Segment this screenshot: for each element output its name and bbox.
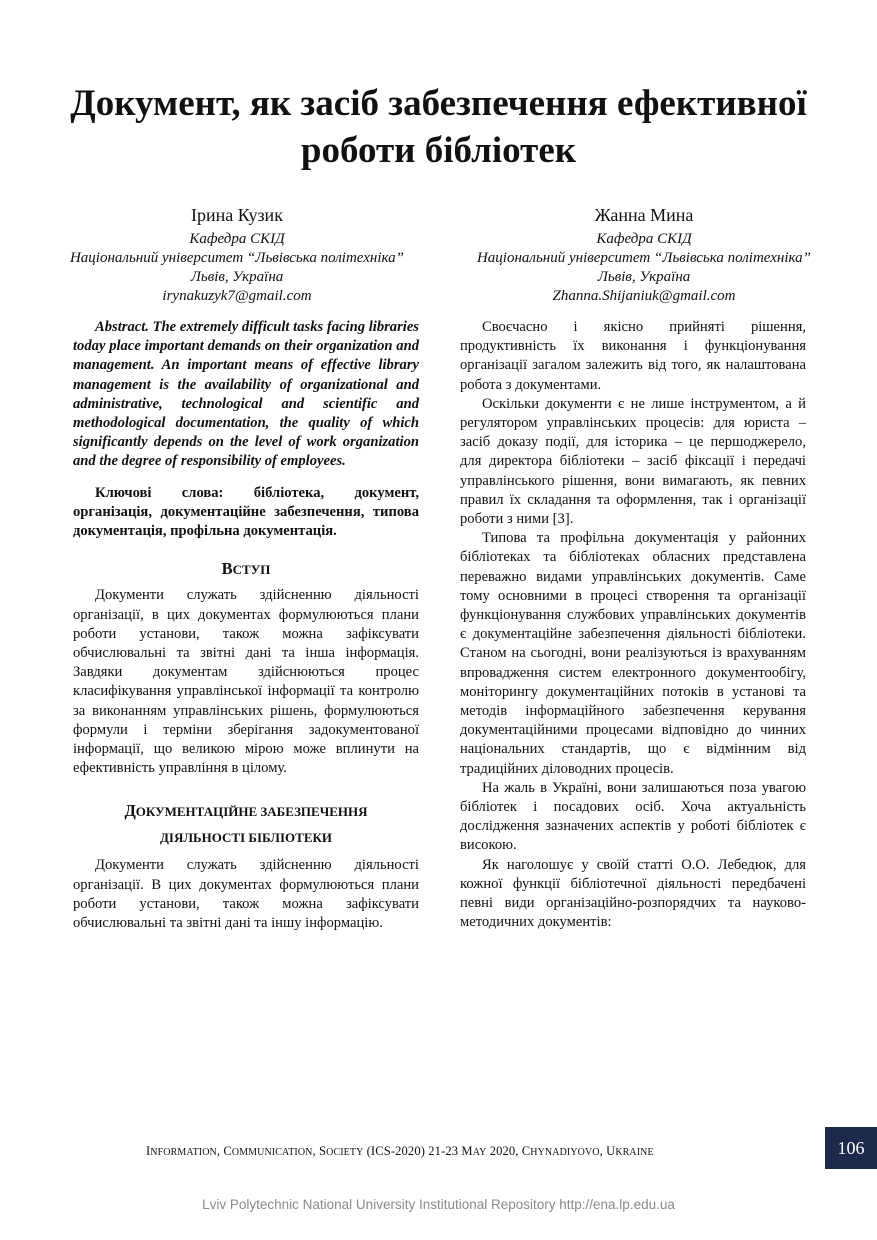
page-number: 106 [837, 1137, 865, 1158]
docsupport-paragraph: Документи служать здійсненню діяльності організації. В цих документах формулюються плани роботи установи, також можна зафіксувати обчислювальні та звітні дані та іншу інформацію. [73, 857, 419, 932]
title-line-2: роботи бібліотек [300, 130, 577, 171]
keywords: Ключові слова: бібліотека, документ, організація, документаційне забезпечення, типова документація, профільна документація. [73, 484, 419, 540]
author-email: Zhanna.Shijaniuk@gmail.com [552, 288, 736, 304]
author-department: Кафедра СКІД [596, 231, 692, 247]
running-footer: INFORMATION, COMMUNICATION, SOCIETY (ICS-2020) 21-23 MAY 2020, CHYNADIYOVO, UKRAINE [146, 1144, 654, 1158]
body-paragraph: Типова та профільна документація у районних бібліотеках та бібліотеках обласних представлена переважно видами управлінських документів. Саме тому основними в процесі створення та організації функціонування службових управлінських документів є документаційне забезпечення діяльності бібліотеки. Станом на сьогодні, вони реалізуються із врахуванням впровадження систем електронного документообігу, моніторингу документаційних потоків в установі та методів інформаційного забезпечення керування документаційними процесами відповідно до чинних національних стандартів, що є відмінним від традиційних діловодних процесів. [460, 530, 806, 777]
section-heading-docsupport: ДОКУМЕНТАЦІЙНЕ ЗАБЕЗПЕЧЕННЯ ДІЯЛЬНОСТІ БІБЛІОТЕКИ [124, 801, 368, 846]
repository-watermark: Lviv Polytechnic National University Institutional Repository http://ena.lp.edu.ua [202, 1197, 675, 1212]
intro-paragraph: Документи служать здійсненню діяльності організації, в цих документах формулюються плани роботи установи, також можна зафіксувати обчислювальні та звітні дані та інша інформація. Завдяки документам здійснюються процес класифікування управлінської інформації та контролю за виконанням управлінських рішень, формулюються формули і терміни зберігання задокументованої інформації, що великою мірою може вплинути на ефективність управління в цілому. [73, 587, 419, 777]
author-department: Кафедра СКІД [189, 231, 285, 247]
paper-title [30, 80, 847, 174]
author-name: Жанна Мина [594, 205, 694, 225]
author-block-1 [37, 204, 437, 306]
body-paragraph: На жаль в Україні, вони залишаються поза увагою бібліотек і посадових осіб. Хоча актуальність дослідження зазначених аспектів у роботі бібліотек є високою. [460, 779, 806, 854]
left-column [73, 318, 419, 933]
body-paragraph: Оскільки документи є не лише інструментом, а й регулятором управлінських процесів: для юриста – засіб доказу події, для історика – це першоджерело, для директора бібліотеки – засіб фіксації і передачі управлінського рішення, вони вимагають, як певних правил їх складання та оформлення, так і організації роботи з ними [3]. [460, 395, 806, 528]
author-email: irynakuzyk7@gmail.com [162, 288, 312, 304]
author-university: Національний університет “Львівська політехніка” [476, 250, 812, 266]
author-name: Ірина Кузик [191, 205, 283, 225]
page-number-badge [825, 1127, 877, 1169]
body-paragraph: Своєчасно і якісно прийняті рішення, продуктивність їх виконання і функціонування організації загалом залежить від того, як налаштована робота з документами. [460, 319, 806, 393]
author-university: Національний університет “Львівська політехніка” [69, 250, 405, 266]
title-line-1: Документ, як засіб забезпечення ефективної [70, 83, 807, 124]
section-heading-intro: ВСТУП [221, 559, 271, 579]
right-column [460, 318, 806, 933]
author-city: Львів, Україна [597, 269, 691, 285]
body-paragraph: Як наголошує у своїй статті О.О. Лебедюк, для кожної функції бібліотечної діяльності передбачені певні види організаційно-розпорядчих та науково-методичних документів: [460, 856, 806, 931]
author-block-2 [444, 204, 844, 306]
abstract: Abstract. The extremely difficult tasks facing libraries today place important demands on their organization and management. An important means of effective library management is the availability of organizational and administrative, technological and scientific and methodological documentation, the quality of which significantly depends on the level of work organization and the degree of responsibility of employees. [73, 319, 419, 470]
author-city: Львів, Україна [190, 269, 284, 285]
